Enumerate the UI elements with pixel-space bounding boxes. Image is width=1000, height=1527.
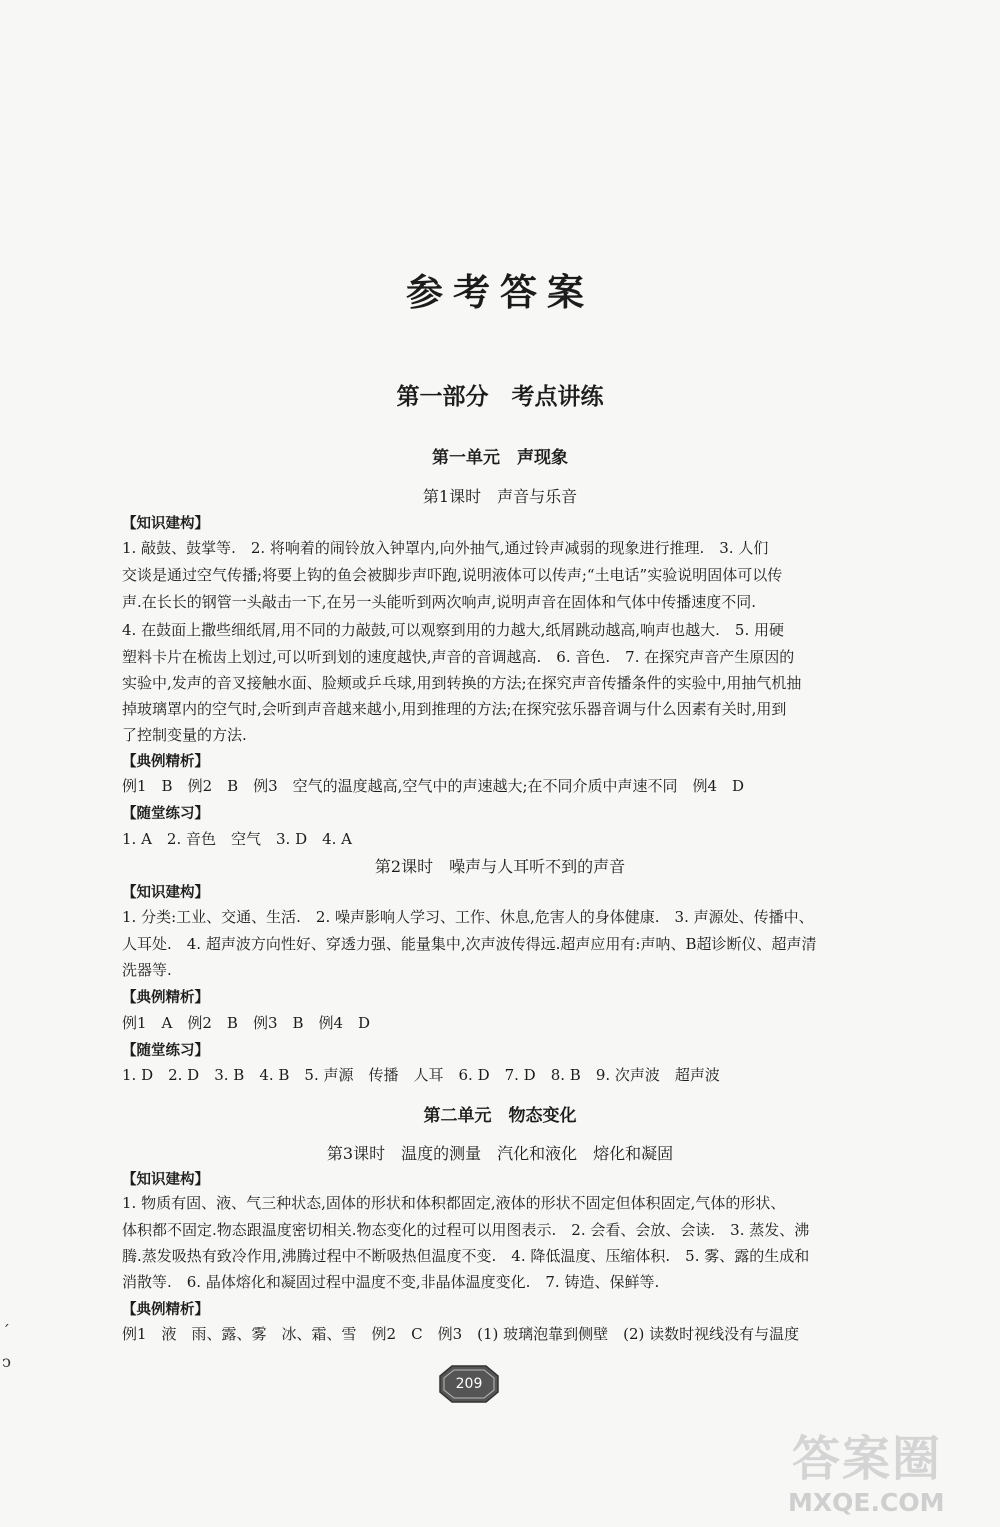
text-line: 1. 敲鼓、鼓掌等. 2. 将响着的闹铃放入钟罩内,向外抽气,通过铃声减弱的现象进行推理. 3. 人们 — [122, 539, 769, 557]
page-number-badge — [438, 1364, 500, 1404]
text-line: 消散等. 6. 晶体熔化和凝固过程中温度不变,非晶体温度变化. 7. 铸造、保鲜等. — [122, 1273, 660, 1291]
text-line: 了控制变量的方法. — [122, 726, 247, 744]
section-label: 【典例精析】 — [122, 990, 209, 1006]
watermark-logo: 答案圈 — [792, 1431, 943, 1487]
section-label: 【随堂练习】 — [122, 806, 209, 822]
text-line: 洗器等. — [122, 961, 172, 979]
text-line: 例1 B 例2 B 例3 空气的温度越高,空气中的声速越大;在不同介质中声速不同 例4 D — [122, 777, 745, 795]
text-line: 例1 A 例2 B 例3 B 例4 D — [122, 1014, 371, 1032]
lesson-heading-2: 第2课时 噪声与人耳听不到的声音 — [374, 857, 626, 876]
unit-heading-1: 第一单元 声现象 — [432, 448, 568, 468]
page-title: 参考答案 — [406, 271, 594, 314]
text-line: 人耳处. 4. 超声波方向性好、穿透力强、能量集中,次声波传得远.超声应用有:声呐、B超诊断仪、超声清 — [122, 935, 817, 953]
part-heading: 第一部分 考点讲练 — [396, 383, 604, 410]
section-label: 【知识建构】 — [122, 885, 209, 901]
text-line: 腾.蒸发吸热有致冷作用,沸腾过程中不断吸热但温度不变. 4. 降低温度、压缩体积. 5. 雾、露的生成和 — [122, 1247, 810, 1265]
text-line: 声.在长长的钢管一头敲击一下,在另一头能听到两次响声,说明声音在固体和气体中传播速度不同. — [122, 593, 757, 611]
text-line: 实验中,发声的音叉接触水面、脸颊或乒乓球,用到转换的方法;在探究声音传播条件的实验中,用抽气机抽 — [122, 674, 802, 692]
text-line: 1. 物质有固、液、气三种状态,固体的形状和体积都固定,液体的形状不固定但体积固定,气体的形状、 — [122, 1194, 786, 1212]
text-line: 4. 在鼓面上撒些细纸屑,用不同的力敲鼓,可以观察到用的力越大,纸屑跳动越高,响声也越大. 5. 用硬 — [122, 621, 785, 639]
text-line: 例1 液 雨、露、雾 冰、霜、雪 例2 C 例3 (1) 玻璃泡靠到侧壁 (2) 读数时视线没有与温度 — [122, 1325, 800, 1343]
watermark — [782, 1420, 992, 1520]
text-line: 交谈是通过空气传播;将要上钩的鱼会被脚步声吓跑,说明液体可以传声;“土电话”实验说明固体可以传 — [122, 566, 783, 584]
section-label: 【知识建构】 — [122, 516, 209, 532]
text-line: 掉玻璃罩内的空气时,会听到声音越来越小,用到推理的方法;在探究弦乐器音调与什么因素有关时,用到 — [122, 700, 787, 718]
unit-heading-2: 第二单元 物态变化 — [423, 1106, 577, 1126]
page-number: 209 — [455, 1376, 483, 1392]
section-label: 【知识建构】 — [122, 1172, 209, 1188]
text-line: 1. A 2. 音色 空气 3. D 4. A — [122, 830, 353, 848]
section-label: 【典例精析】 — [122, 1302, 209, 1318]
text-line: 1. 分类:工业、交通、生活. 2. 噪声影响人学习、工作、休息,危害人的身体健康. 3. 声源处、传播中、 — [122, 908, 814, 926]
watermark-url: MXQE.COM — [788, 1488, 945, 1517]
text-line: 塑料卡片在梳齿上划过,可以听到划的速度越快,声音的音调越高. 6. 音色. 7. 在探究声音产生原因的 — [122, 648, 795, 666]
lesson-heading-1: 第1课时 声音与乐音 — [422, 487, 578, 506]
text-line: 体积都不固定.物态跟温度密切相关.物态变化的过程可以用图表示. 2. 会看、会放、会读. 3. 蒸发、沸 — [122, 1221, 810, 1239]
lesson-heading-3: 第3课时 温度的测量 汽化和液化 熔化和凝固 — [326, 1144, 674, 1163]
text-line: 1. D 2. D 3. B 4. B 5. 声源 传播 人耳 6. D 7. D 8. B 9. 次声波 超声波 — [122, 1066, 720, 1084]
section-label: 【典例精析】 — [122, 754, 209, 770]
section-label: 【随堂练习】 — [122, 1043, 209, 1059]
scan-mark: ˊ — [2, 1322, 10, 1341]
scan-mark: ↄ — [2, 1352, 11, 1371]
